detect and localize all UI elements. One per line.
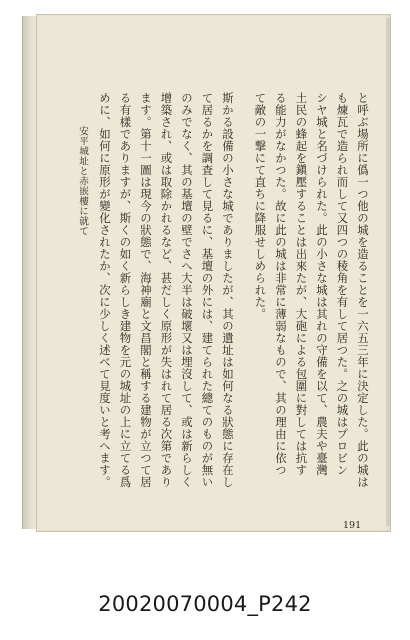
text-column: る有樣でありますが、斯くの如く新らしき建物を元の城址の上に立てる爲 [118, 92, 133, 488]
text-column: て敵の一撃にて直ちに降服せしめられた。 [253, 92, 268, 320]
text-column: る能力がなかつた。故に此の城は非常に薄弱なもので、其の理由に依つ [274, 92, 288, 476]
text-column: て居るかを調査して見るに、基壇の外には、建てられた總てのものが無い [200, 92, 215, 488]
page-number: 191 [343, 520, 362, 531]
book-spine [22, 16, 37, 529]
paragraph-gap [238, 92, 250, 512]
text-column: 斯かる設備の小さな城でありましたが、其の遺址は如何なる狀態に存在し [221, 92, 235, 488]
running-caption: 安平城址と赤嵌樓に就て [77, 126, 88, 236]
text-column: めに、如何に原形が變化されたか、次に少しく述べて見度いと考へます。 [98, 92, 112, 488]
text-column: 土民の蜂起を鎭壓することは出來たが、大砲による包圍に對しては抗す [294, 92, 309, 476]
body-text [93, 92, 373, 512]
page-edge [386, 18, 390, 526]
archive-identifier: 20020070004_P242 [98, 592, 312, 616]
text-column: ます。第十一圖は現今の狀態で、海神廟と文昌閣と稱する建物が立つて居 [139, 92, 153, 488]
text-column: シヤ城と名づけられた。此の小さな城は其れの守備を以て、農夫や臺灣 [315, 92, 329, 476]
text-column: と呼ぶ場所に僞一つ他の城を造ることを一六五三年に決定した。此の城は [356, 92, 370, 488]
text-column: も煉瓦で造られ而して又四つの稜角を有して居つた。之の城はプロビン [335, 92, 350, 476]
text-column: のみでなく、其の基壇の壁でさへ大半は破壞又は埋沒して、或は新らしく [180, 92, 194, 488]
text-column: 增築され、或は取除かれるなど、甚だしく原形が失はれて居る次第であり [159, 92, 174, 488]
